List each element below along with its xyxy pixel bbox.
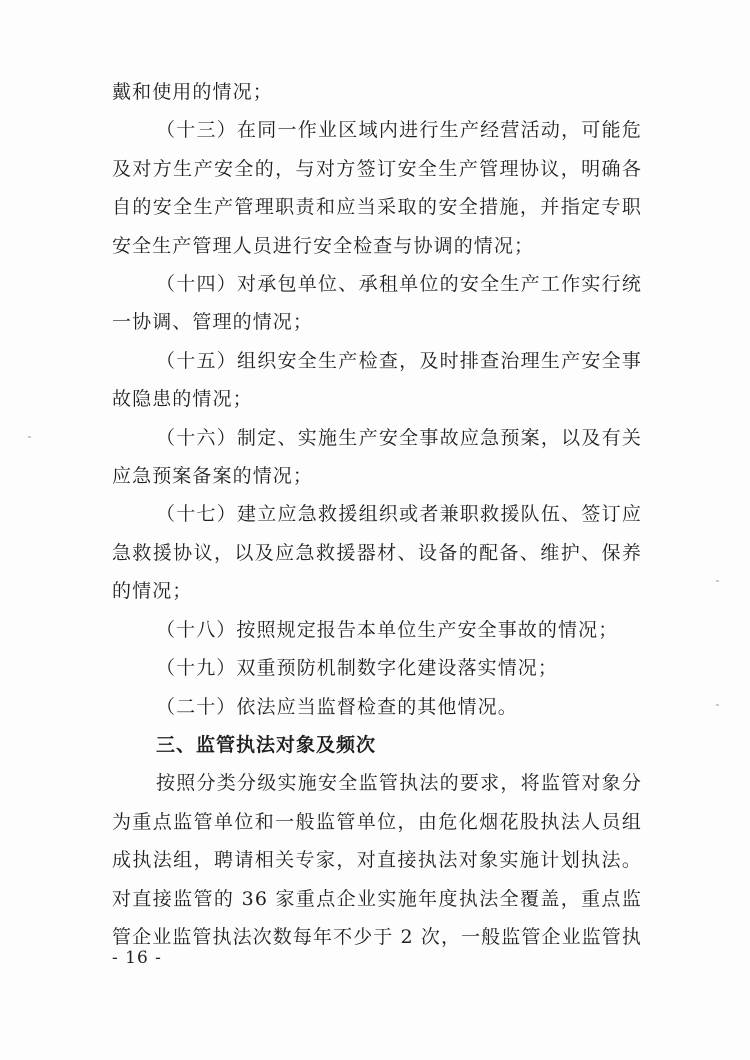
- paragraph-item-14: （十四）对承包单位、承租单位的安全生产工作实行统一协调、管理的情况；: [112, 273, 642, 334]
- scan-speck: [28, 436, 31, 438]
- document-body: [112, 73, 642, 956]
- paragraph-item-19: （十九）双重预防机制数字化建设落实情况；: [156, 657, 559, 680]
- paragraph-item-15: （十五）组织安全生产检查，及时排查治理生产安全事故隐患的情况；: [112, 349, 642, 411]
- section-heading: 三、监管执法对象及频次: [156, 733, 377, 756]
- scan-speck: [716, 704, 719, 706]
- paragraph-item-20: （二十）依法应当监督检查的其他情况。: [156, 695, 518, 718]
- scan-speck: [716, 580, 719, 582]
- paragraph-item-16: （十六）制定、实施生产安全事故应急预案，以及有关应急预案备案的情况；: [112, 426, 642, 488]
- paragraph-continuation: 戴和使用的情况；: [112, 81, 273, 103]
- paragraph-item-13: （十三）在同一作业区域内进行生产经营活动，可能危及对方生产安全的，与对方签订安全生产管理协议，明确各自的安全生产管理职责和应当采取的安全措施，并指定专职安全生产管理人员进行安全检查与协调的情况；: [112, 119, 642, 257]
- page-number: - 16 -: [112, 948, 162, 968]
- section-paragraph: 按照分类分级实施安全监管执法的要求，将监管对象分为重点监管单位和一般监管单位，由危化烟花股执法人员组成执法组，聘请相关专家，对直接执法对象实施计划执法。对直接监管的 36 家重点企业实施年度执法全覆盖，重点监管企业监管执法次数每年不少于 2 次，一般监管企业监管执: [112, 772, 642, 948]
- paragraph-item-18: （十八）按照规定报告本单位生产安全事故的情况；: [156, 618, 619, 641]
- paragraph-item-17: （十七）建立应急救援组织或者兼职救援队伍、签订应急救援协议，以及应急救援器材、设备的配备、维护、保养的情况；: [112, 503, 642, 603]
